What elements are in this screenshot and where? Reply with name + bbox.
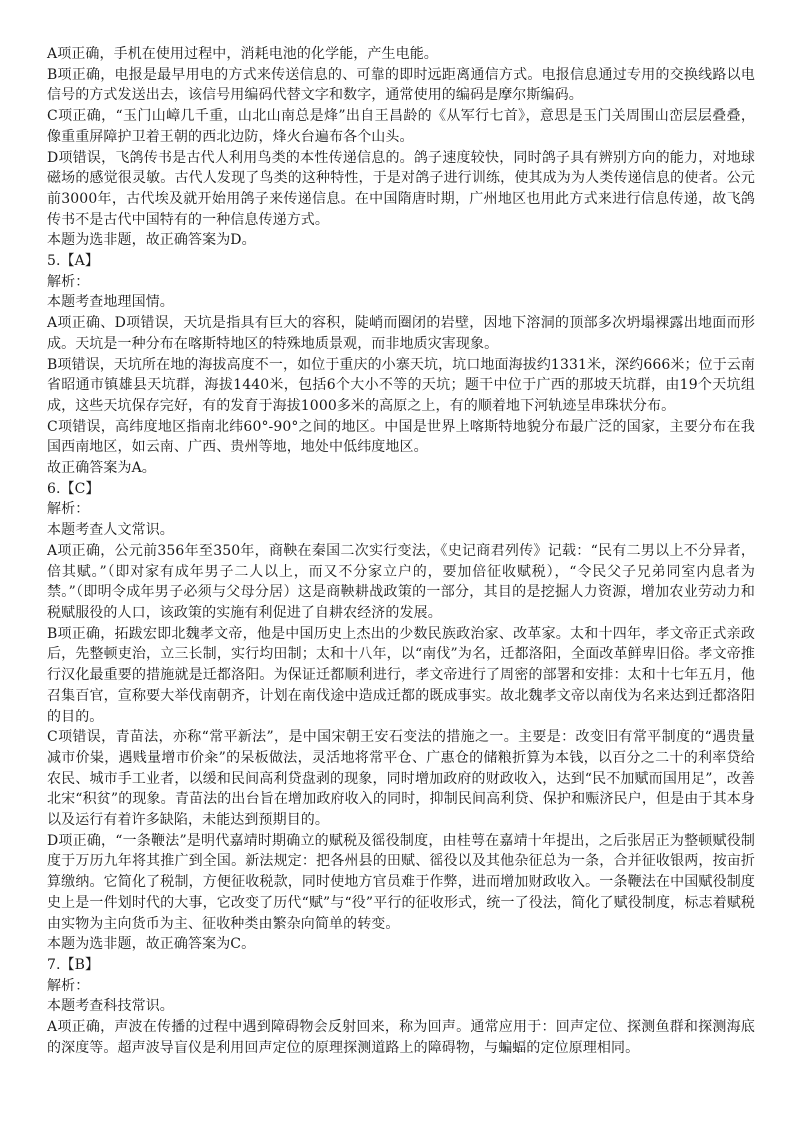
paragraph-4a: A项正确，手机在使用过程中，消耗电池的化学能，产生电能。 bbox=[47, 46, 438, 62]
paragraph-6a: A项正确，公元前356年至350年，商鞅在秦国二次实行变法，《史记商君列传》记载：“民有二男以上不分异者，倍其赋。”（即对家有成年男子二人以上，而又不分家立户的，要加倍征收赋税），“令民父子兄弟同室内息者为禁。”（即明令成年男子必须与父母分居）这是商鞅耕战政策的一部分，其目的是挖掘人力资源，增加农业劳动力和税赋服役的人口，该政策的实施有利促进了自耕农经济的发展。 bbox=[47, 542, 755, 621]
paragraph-6c: C项错误，青苗法，亦称“常平新法”，是中国宋朝王安石变法的措施之一。主要是：改变旧有常平制度的“遇贵量减市价粜，遇贱量增市价籴”的呆板做法，灵活地将常平仓、广惠仓的储粮折算为本钱，以百分之二十的利率贷给农民、城市手工业者，以缓和民间高利贷盘剥的现象，同时增加政府的财政收入，达到“民不加赋而国用足”，改善北宋“积贫”的现象。青苗法的出台旨在增加政府收入的同时，抑制民间高利贷、保护和赈济民户，但是由于其本身以及运行有着许多缺陷，未能达到预期目的。 bbox=[47, 729, 755, 829]
paragraph-4d: D项错误，飞鸽传书是古代人利用鸟类的本性传递信息的。鸽子速度较快，同时鸽子具有辨别方向的能力，对地球磁场的感觉很灵敏。古代人发现了鸟类的这种特性，于是对鸽子进行训练，使其成为为人类传递信息的使者。公元前3000年，古代埃及就开始用鸽子来传递信息。在中国隋唐时期，广州地区也用此方式来进行信息传递，故飞鸽传书不是古代中国特有的一种信息传递方式。 bbox=[47, 149, 755, 228]
answer-5: 故正确答案为A。 bbox=[47, 460, 156, 477]
paragraph-5c: C项错误，高纬度地区指南北纬60°-90°之间的地区。中国是世界上喀斯特地貌分布最广泛的国家，主要分布在我国西南地区，如云南、广西、贵州等地，地处中低纬度地区。 bbox=[47, 418, 755, 456]
answer-4: 本题为选非题，故正确答案为D。 bbox=[47, 232, 256, 249]
paragraph-6b: B项正确，拓跋宏即北魏孝文帝，他是中国历史上杰出的少数民族政治家、改革家。太和十四年，孝文帝正式亲政后，先整顿吏治，立三长制，实行均田制；太和十八年，以“南伐”为名，迁都洛阳，全面改革鲜卑旧俗。孝文帝推行汉化最重要的措施就是迁都洛阳。为保证迁都顺利进行，孝文帝进行了周密的部署和安排：太和十七年五月，他召集百官，宣称要大举伐南朝齐，计划在南伐途中造成迁都的既成事实。故北魏孝文帝以南伐为名来达到迁都洛阳的目的。 bbox=[47, 625, 755, 725]
paragraph-4c: C项正确，“玉门山嶂几千重，山北山南总是烽”出自王昌龄的《从军行七首》，意思是玉门关周围山峦层层叠叠，像重重屏障护卫着王朝的西北边防，烽火台遍布各个山头。 bbox=[47, 108, 755, 145]
analysis-label-7: 解析： bbox=[47, 977, 90, 994]
analysis-label-5: 解析： bbox=[47, 273, 90, 290]
paragraph-7a: A项正确，声波在传播的过程中遇到障碍物会反射回来，称为回声。通常应用于：回声定位、探测鱼群和探测海底的深度等。超声波导盲仪是利用回声定位的原理探测道路上的障碍物，与蝙蝠的定位原理相同。 bbox=[47, 1019, 755, 1056]
paragraph-5a: A项正确、D项错误，天坑是指具有巨大的容积，陡峭而圈闭的岩壁，因地下溶洞的顶部多次坍塌裸露出地面而形成。天坑是一种分布在喀斯特地区的特殊地质景观，而非地质灾害现象。 bbox=[47, 315, 755, 352]
paragraph-4b: B项正确，电报是最早用电的方式来传送信息的、可靠的即时远距离通信方式。电报信息通过专用的交换线路以电信号的方式发送出去，该信号用编码代替文字和数字，通常使用的编码是摩尔斯编码。 bbox=[47, 66, 755, 104]
topic-7: 本题考查科技常识。 bbox=[47, 998, 174, 1015]
analysis-label-6: 解析： bbox=[47, 501, 90, 518]
question-5-heading: 5.【A】 bbox=[47, 253, 99, 270]
paragraph-5b: B项错误，天坑所在地的海拔高度不一，如位于重庆的小寨天坑，坑口地面海拔约1331米，深约666米；位于云南省昭通市镇雄县天坑群，海拔1440米，包括6个大小不等的天坑；题干中位于广西的那坡天坑群，由19个天坑组成，这些天坑保存完好，有的发育于海拔1000多米的高原之上，有的顺着地下河轨迹呈串珠状分布。 bbox=[47, 356, 755, 414]
answer-6: 本题为选非题，故正确答案为C。 bbox=[47, 936, 256, 953]
topic-6: 本题考查人文常识。 bbox=[47, 522, 174, 539]
question-7-heading: 7.【B】 bbox=[47, 956, 100, 973]
topic-5: 本题考查地理国情。 bbox=[47, 294, 174, 311]
document-page bbox=[47, 44, 755, 1058]
question-6-heading: 6.【C】 bbox=[47, 480, 100, 497]
paragraph-6d: D项正确，“一条鞭法”是明代嘉靖时期确立的赋税及徭役制度，由桂萼在嘉靖十年提出，之后张居正为整顿赋役制度于万历九年将其推广到全国。新法规定：把各州县的田赋、徭役以及其他杂征总为一条，合并征收银两，按亩折算缴纳。它简化了税制，方便征收税款，同时使地方官员难于作弊，进而增加财政收入。一条鞭法在中国赋役制度史上是一件划时代的大事，它改变了历代“赋”与“役”平行的征收形式，统一了役法，简化了赋役制度，标志着赋税由实物为主向货币为主、征收种类由繁杂向简单的转变。 bbox=[47, 832, 755, 932]
